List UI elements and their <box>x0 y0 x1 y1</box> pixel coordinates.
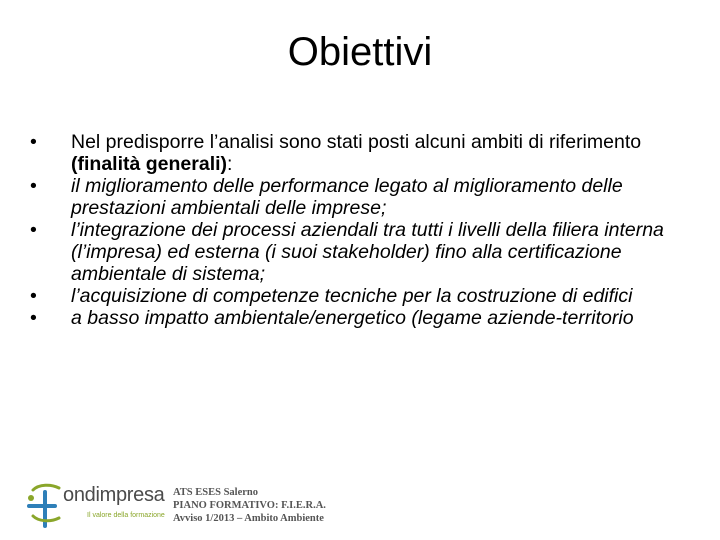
fondimpresa-logo-icon <box>25 482 65 528</box>
bullet-text: il miglioramento delle performance legato al miglioramento delle prestazioni ambientali delle imprese; <box>71 175 623 219</box>
bullet-item <box>30 219 690 285</box>
bullet-dot-icon: • <box>30 175 37 197</box>
bullet-item <box>30 307 690 329</box>
bullet-text: a basso impatto ambientale/energetico (legame aziende-territorio <box>71 307 634 329</box>
footer-info <box>173 486 326 525</box>
footer-info-line: PIANO FORMATIVO: F.I.E.R.A. <box>173 500 326 511</box>
bullet-dot-icon: • <box>30 131 37 153</box>
bullet-segment: : <box>227 153 233 175</box>
bullet-text: l’acquisizione di competenze tecniche per la costruzione di edifici <box>71 285 633 307</box>
slide-title: Obiettivi <box>287 30 433 74</box>
bullet-text: l’integrazione dei processi aziendali tra tutti i livelli della filiera interna (l’impresa) ed esterna (i suoi stakeholder) fino alla certificazione ambientale di sistema; <box>71 219 664 285</box>
bullet-dot-icon: • <box>30 307 37 329</box>
bullet-segment: Nel predisporre l’analisi sono stati posti alcuni ambiti di riferimento <box>71 131 642 153</box>
bullet-item <box>30 175 690 219</box>
footer <box>25 482 365 532</box>
bullet-list <box>30 131 690 329</box>
bullet-dot-icon: • <box>30 219 37 241</box>
logo-wordmark: ondimpresa <box>63 484 165 506</box>
bullet-dot-icon: • <box>30 285 37 307</box>
footer-info-line: Avviso 1/2013 – Ambito Ambiente <box>173 513 324 524</box>
fondimpresa-logo <box>25 482 165 528</box>
footer-info-line: ATS ESES Salerno <box>173 487 258 498</box>
bullet-text <box>71 131 641 175</box>
bullet-item <box>30 131 690 175</box>
bullet-item <box>30 285 690 307</box>
logo-tagline: Il valore della formazione <box>87 512 165 519</box>
bullet-segment-bold: (finalità generali) <box>71 153 228 175</box>
